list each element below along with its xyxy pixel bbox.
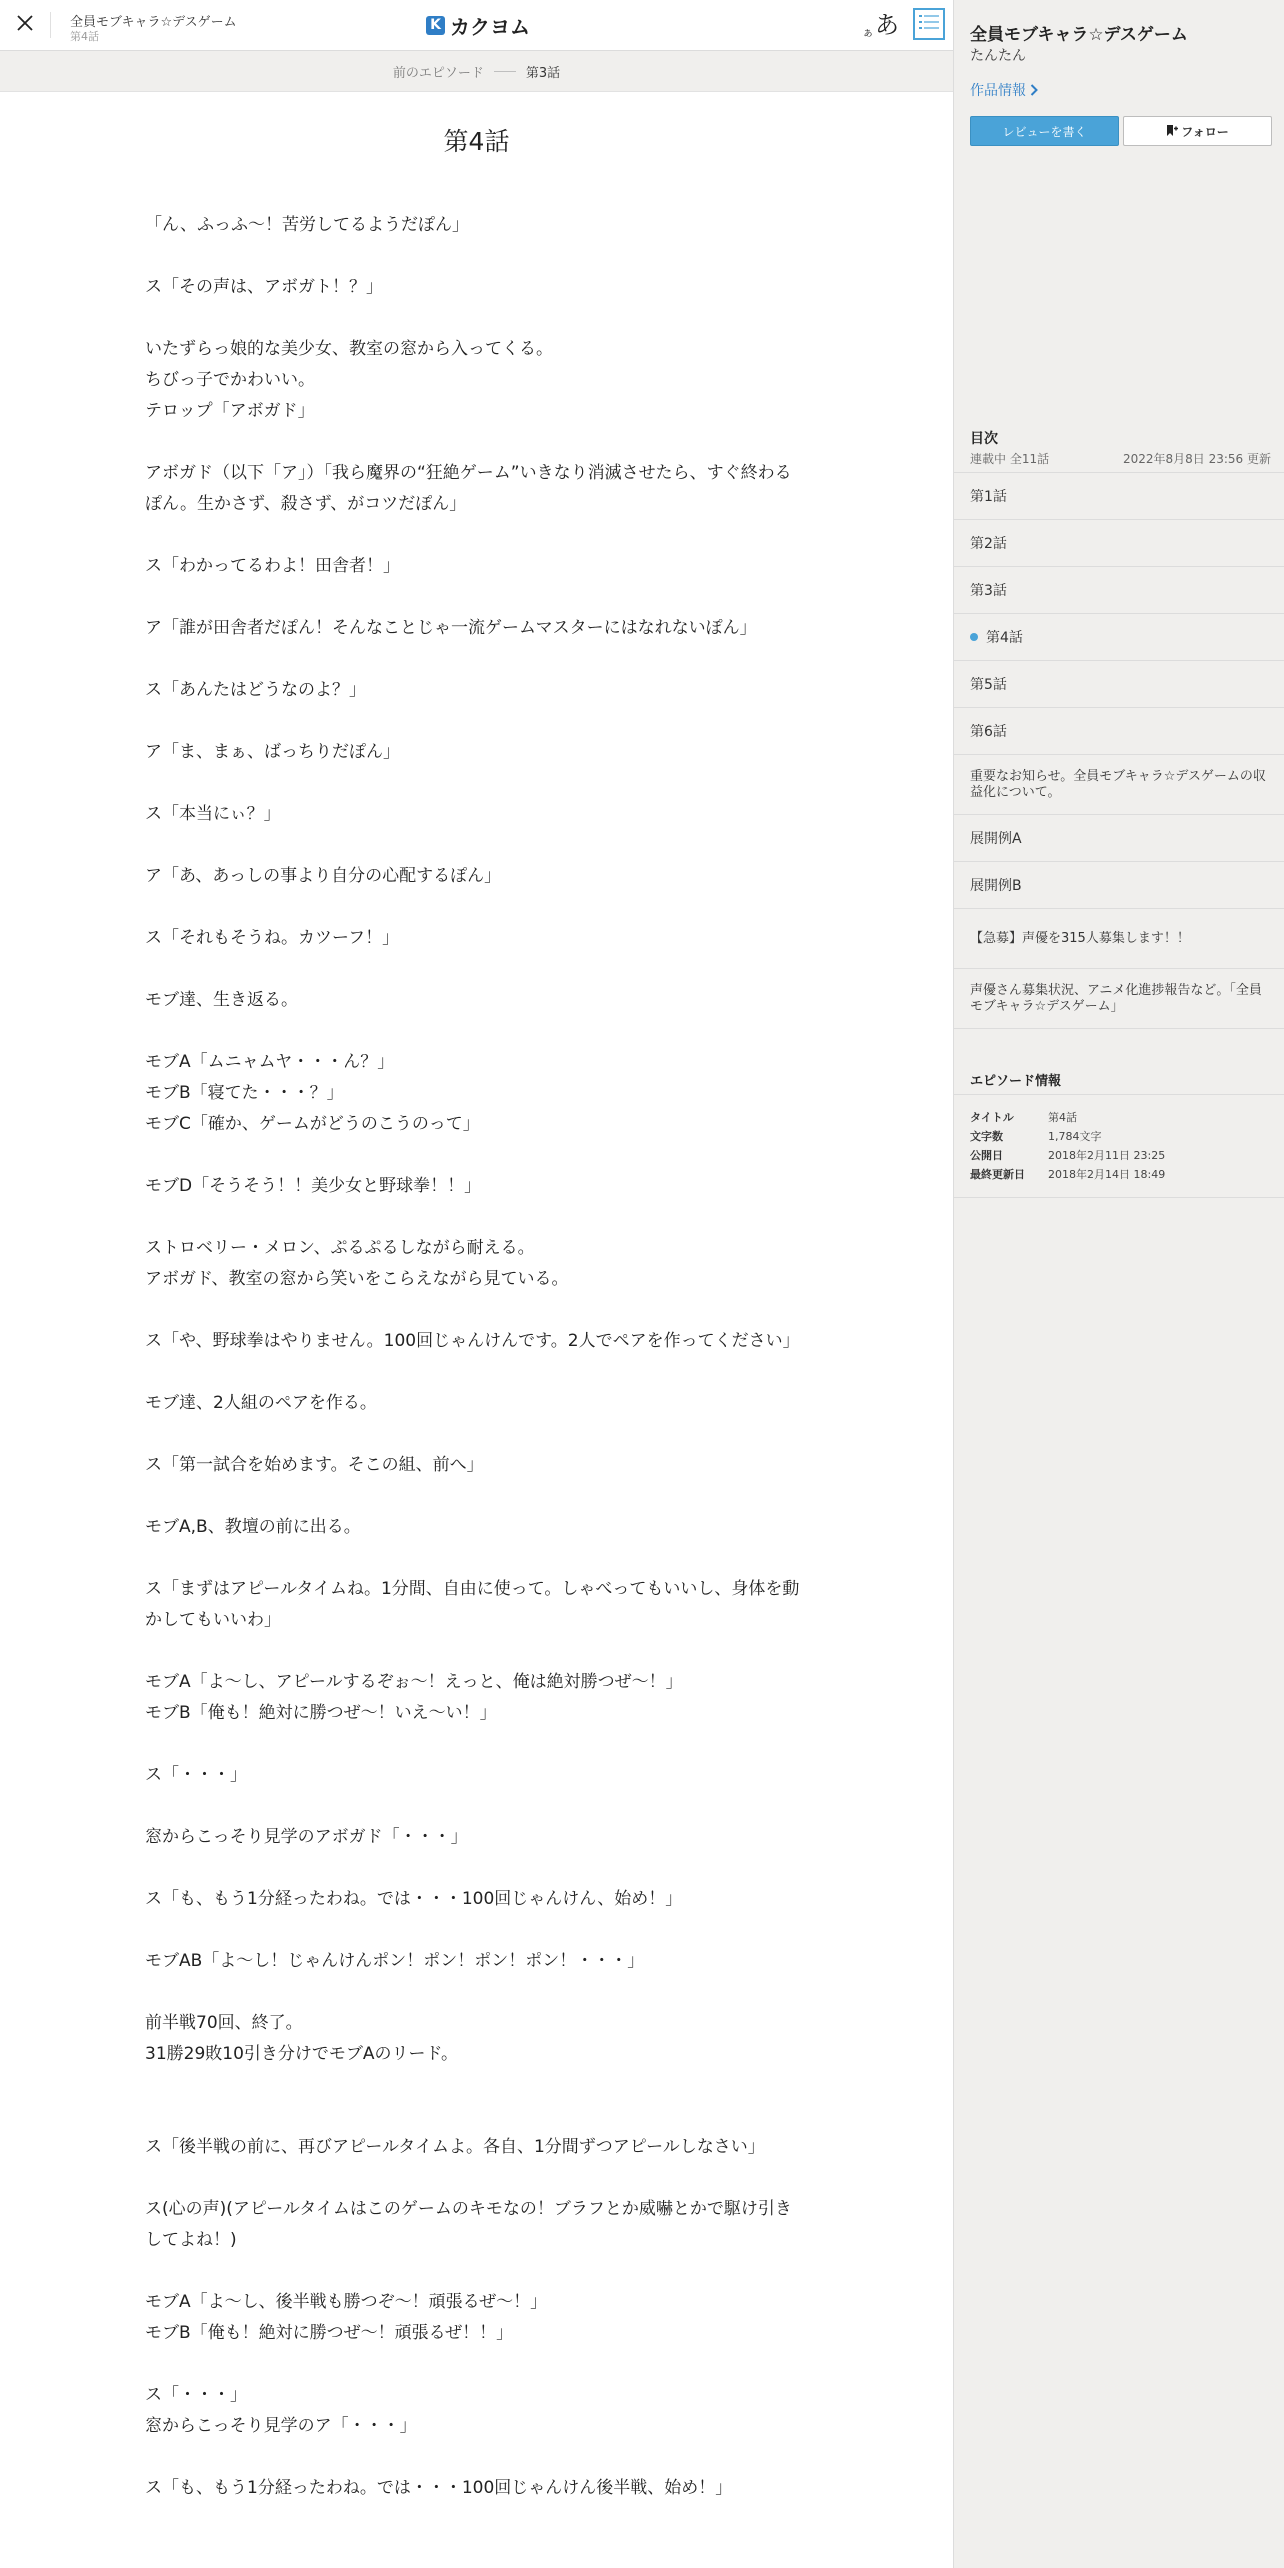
nav-divider: [494, 71, 516, 72]
blank-line: [145, 1357, 805, 1388]
toc-item[interactable]: [954, 815, 1284, 862]
toc-item[interactable]: [954, 614, 1284, 661]
close-button[interactable]: [12, 12, 38, 38]
body-paragraph: アボガド、教室の窓から笑いをこらえながら見ている。: [145, 1269, 569, 1289]
toc-item-label: 第3話: [970, 583, 1007, 599]
episode-nav-bar: [0, 51, 953, 92]
body-paragraph: 前半戦70回、終了。: [145, 2013, 303, 2033]
blank-line: [145, 520, 805, 551]
body-paragraph: ス「・・・」: [145, 1765, 247, 1785]
body-paragraph: 31勝29敗10引き分けでモブAのリード。: [145, 2044, 458, 2064]
episode-title: 第4話: [443, 127, 510, 156]
toc-item-label: 【急募】声優を315人募集します！！: [970, 930, 1190, 946]
toc-item[interactable]: [954, 567, 1284, 614]
body-paragraph: テロップ「アボガド」: [145, 401, 315, 421]
toc-list: [954, 472, 1284, 1029]
top-header: [0, 0, 953, 51]
toc-heading: 目次: [970, 431, 998, 447]
header-episode-subtitle: 第4話: [70, 30, 99, 43]
blank-line: [145, 1791, 805, 1822]
toc-item[interactable]: [954, 661, 1284, 708]
toc-item-label: 第5話: [970, 677, 1007, 693]
toc-item-label: 第4話: [986, 630, 1023, 646]
header-divider: [50, 12, 51, 38]
toc-item-label: 第2話: [970, 536, 1007, 552]
episode-info-label: 最終更新日: [970, 1168, 1025, 1181]
body-paragraph: ス「それもそうね。カツーフ！」: [145, 928, 400, 948]
toc-item-label: 展開例A: [970, 831, 1022, 847]
font-large-glyph: あ: [875, 11, 900, 39]
toc-item[interactable]: [954, 909, 1284, 969]
write-review-button[interactable]: レビューを書く: [970, 116, 1119, 146]
episode-info-row: [970, 1166, 1165, 1182]
body-paragraph: 窓からこっそり見学のアボガド「・・・」: [145, 1827, 468, 1847]
blank-line: [145, 582, 805, 613]
episode-info-heading: エピソード情報: [970, 1074, 1062, 1089]
body-paragraph: ス「まずはアピールタイムね。1分間、自由に使って。しゃべってもいいし、身体を動かしてもいいわ」: [145, 1579, 800, 1630]
episode-content: [0, 92, 953, 2568]
logo-text: カクヨム: [450, 14, 530, 39]
toc-item-label: 展開例B: [970, 878, 1022, 894]
font-size-button[interactable]: [862, 10, 899, 40]
blank-line: [145, 241, 805, 272]
body-paragraph: 窓からこっそり見学のア「・・・」: [145, 2416, 417, 2436]
body-paragraph: ス「も、もう1分経ったわね。では・・・100回じゃんけん後半戦、始め！」: [145, 2478, 733, 2498]
chevron-right-icon: [1030, 84, 1038, 96]
toc-item[interactable]: [954, 473, 1284, 520]
follow-button[interactable]: [1123, 116, 1272, 146]
episode-info-value: 第4話: [1048, 1111, 1077, 1124]
body-paragraph: モブB「俺も！絶対に勝つぜ～！いえ～い！」: [145, 1703, 497, 1723]
toc-item-label: 重要なお知らせ。全員モブキャラ☆デスゲームの収益化について。: [970, 768, 1266, 800]
body-paragraph: アボガド（以下「ア」）「我ら魔界の“狂絶ゲーム”いきなり消滅させたら、すぐ終わるぽん。生かさず、殺さず、がコツだぽん」: [145, 463, 792, 514]
header-work-title[interactable]: 全員モブキャラ☆デスゲーム: [70, 15, 237, 30]
body-paragraph: ス「その声は、アボガト！？」: [145, 277, 383, 297]
toc-item-label: 声優さん募集状況、アニメ化進捗報告など。「全員モブキャラ☆デスゲーム」: [970, 982, 1262, 1014]
episode-body: [145, 210, 805, 2504]
blank-line: [145, 644, 805, 675]
episode-info-table: [954, 1094, 1284, 1198]
sidebar-author[interactable]: たんたん: [970, 48, 1026, 64]
blank-line: [145, 2349, 805, 2380]
body-paragraph: ア「ま、まぁ、ばっちりだぽん」: [145, 742, 400, 762]
body-paragraph: ス(心の声)(アピールタイムはこのゲームのキモなの！ブラフとか威嚇とかで駆け引きしてよね！): [145, 2199, 792, 2250]
blank-line: [145, 1543, 805, 1574]
body-paragraph: ス「後半戦の前に、再びアピールタイムよ。各自、1分間ずつアピールしなさい」: [145, 2137, 765, 2157]
blank-line: [145, 1295, 805, 1326]
prev-episode-link[interactable]: 前のエピソード: [392, 65, 484, 81]
episode-info-label: 文字数: [970, 1130, 1003, 1143]
blank-line: [145, 427, 805, 458]
blank-line: [145, 1140, 805, 1171]
body-paragraph: ストロベリー・メロン、ぷるぷるしながら耐える。: [145, 1238, 535, 1258]
episode-info-row: [970, 1147, 1165, 1163]
body-paragraph: ス「あんたはどうなのよ？」: [145, 680, 366, 700]
work-info-link[interactable]: [970, 80, 1038, 100]
list-icon: [919, 14, 939, 34]
kakuyomu-logo[interactable]: [426, 12, 530, 38]
toc-item[interactable]: [954, 969, 1284, 1029]
body-paragraph: ス「・・・」: [145, 2385, 247, 2405]
body-paragraph: ス「も、もう1分経ったわね。では・・・100回じゃんけん、始め！」: [145, 1889, 683, 1909]
body-paragraph: モブ達、生き返る。: [145, 990, 298, 1010]
blank-line: [145, 1202, 805, 1233]
episode-info-row: [970, 1128, 1102, 1144]
episode-info-row: [970, 1109, 1077, 1125]
blank-line: [145, 1729, 805, 1760]
body-paragraph: ス「本当にぃ？」: [145, 804, 281, 824]
body-paragraph: ア「誰が田舎者だぽん！そんなことじゃ一流ゲームマスターにはなれないぽん」: [145, 618, 757, 638]
body-paragraph: モブA「よ～し、アピールするぞぉ～！えっと、俺は絶対勝つぜ～！」: [145, 1672, 683, 1692]
blank-line: [145, 892, 805, 923]
follow-label: フォロー: [1181, 124, 1229, 139]
body-paragraph: モブB「寝てた・・・？」: [145, 1083, 344, 1103]
toc-item[interactable]: [954, 755, 1284, 815]
body-paragraph: ア「あ、あっしの事より自分の心配するぽん」: [145, 866, 502, 886]
body-paragraph: モブA,B、教壇の前に出る。: [145, 1517, 361, 1537]
blank-line: [145, 1419, 805, 1450]
blank-line: [145, 2163, 805, 2194]
sidebar: [953, 0, 1284, 2568]
toc-updated-date: 2022年8月8日 23:56 更新: [1122, 452, 1271, 466]
blank-line: [145, 303, 805, 334]
body-paragraph: ス「わかってるわよ！田舎者！」: [145, 556, 400, 576]
kakuyomu-logo-icon: K: [426, 16, 445, 35]
blank-line: [145, 768, 805, 799]
body-paragraph: モブD「そうそう！！美少女と野球拳！！」: [145, 1176, 482, 1196]
toc-item-label: 第1話: [970, 489, 1007, 505]
blank-line: [145, 1977, 805, 2008]
body-paragraph: モブ達、2人組のペアを作る。: [145, 1393, 377, 1413]
blank-line: [145, 1636, 805, 1667]
body-paragraph: モブAB「よ～し！じゃんけんポン！ポン！ポン！ポン！・・・」: [145, 1951, 645, 1971]
toc-item-label: 第6話: [970, 724, 1007, 740]
body-paragraph: モブA「ムニャムヤ・・・ん？」: [145, 1052, 395, 1072]
episode-info-value: 2018年2月14日 18:49: [1048, 1168, 1166, 1181]
blank-line: [145, 1016, 805, 1047]
body-paragraph: ス「第一試合を始めます。そこの組、前へ」: [145, 1455, 484, 1475]
blank-line: [145, 2101, 805, 2132]
font-small-glyph: ぁ: [862, 25, 875, 39]
close-icon: [16, 14, 34, 36]
work-info-label: 作品情報: [970, 83, 1026, 99]
toc-item[interactable]: [954, 708, 1284, 755]
blank-line: [145, 2442, 805, 2473]
blank-line: [145, 830, 805, 861]
episode-info-label: タイトル: [970, 1111, 1014, 1124]
episode-info-value: 2018年2月11日 23:25: [1048, 1149, 1166, 1162]
body-paragraph: ス「や、野球拳はやりません。100回じゃんけんです。2人でペアを作ってください」: [145, 1331, 800, 1351]
blank-line: [145, 706, 805, 737]
episode-info-label: 公開日: [970, 1149, 1003, 1162]
blank-line: [145, 1915, 805, 1946]
blank-line: [145, 1481, 805, 1512]
current-episode-dot-icon: [970, 633, 978, 641]
blank-line: [145, 1853, 805, 1884]
prev-episode-title[interactable]: 第3話: [525, 65, 561, 81]
blank-line: [145, 2256, 805, 2287]
episode-info-value: 1,784文字: [1048, 1130, 1102, 1143]
bookmark-plus-icon: [1166, 125, 1178, 137]
sidebar-work-title[interactable]: 全員モブキャラ☆デスゲーム: [970, 25, 1188, 45]
body-paragraph: 「ん、ふっふ～！苦労してるようだぽん」: [145, 215, 470, 235]
body-paragraph: モブC「確か、ゲームがどうのこうのって」: [145, 1114, 480, 1134]
toc-status: 連載中 全11話: [970, 452, 1050, 466]
toc-item[interactable]: [954, 862, 1284, 909]
blank-line: [145, 954, 805, 985]
body-paragraph: モブB「俺も！絶対に勝つぜ～！頑張るぜ！！」: [145, 2323, 514, 2343]
blank-line: [145, 2070, 805, 2101]
toc-item[interactable]: [954, 520, 1284, 567]
body-paragraph: いたずらっ娘的な美少女、教室の窓から入ってくる。: [145, 339, 553, 359]
body-paragraph: ちびっ子でかわいい。: [145, 370, 315, 390]
body-paragraph: モブA「よ～し、後半戦も勝つぞ～！頑張るぜ～！」: [145, 2292, 548, 2312]
toc-toggle-button[interactable]: [913, 8, 945, 40]
